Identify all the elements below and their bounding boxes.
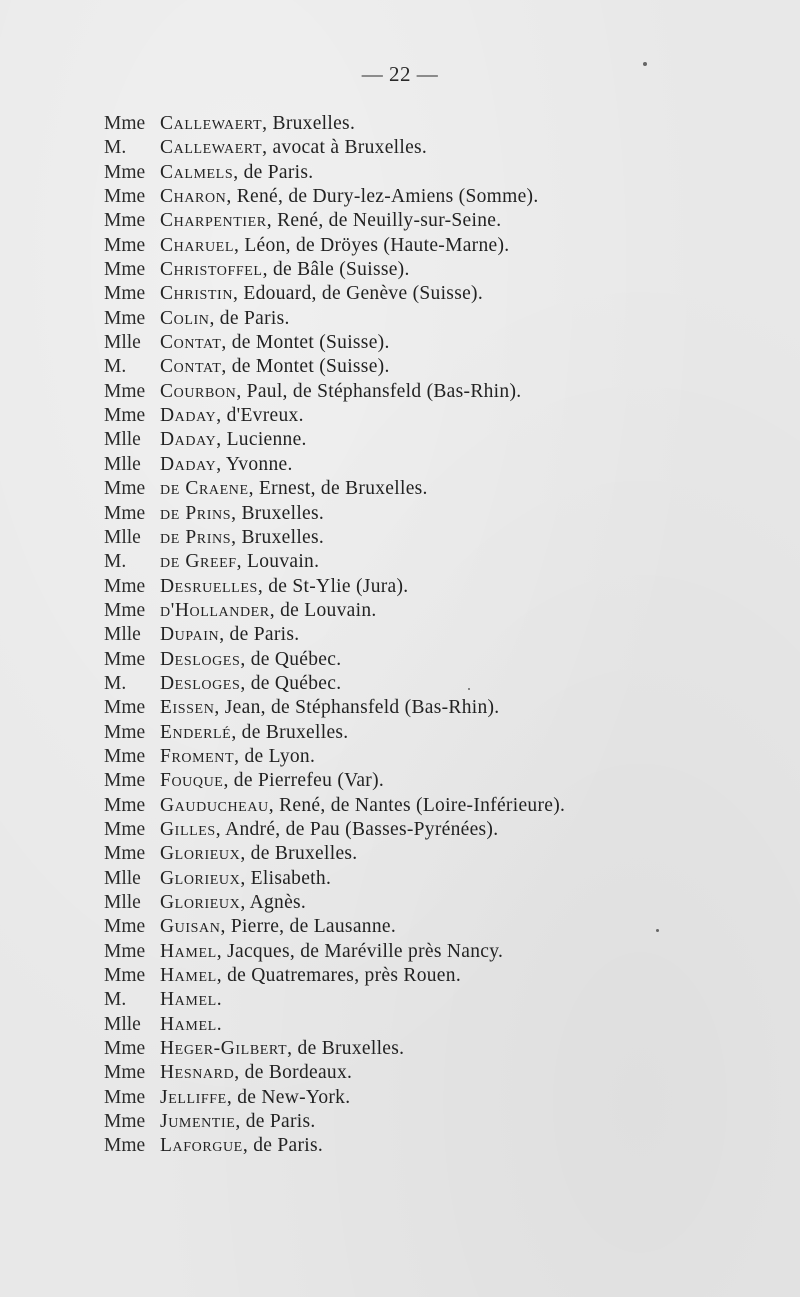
list-item — [104, 136, 760, 160]
entry-details: , Jean, de Stéphansfeld (Bas-Rhin). — [214, 697, 500, 719]
entry-title: Mme — [104, 794, 146, 816]
entry-surname: Glorieux — [160, 843, 241, 865]
entry-title: Mme — [104, 940, 146, 962]
entry-details: , Ernest, de Bruxelles. — [248, 478, 428, 500]
entry-title: Mme — [104, 770, 146, 792]
entry-surname: Fouque — [160, 770, 224, 792]
list-item — [104, 453, 760, 477]
entry-title: Mlle — [104, 526, 141, 548]
list-item — [104, 1134, 760, 1158]
entry-title: Mme — [104, 234, 146, 256]
entry-title: Mme — [104, 697, 146, 719]
list-item — [104, 355, 760, 379]
list-item — [104, 745, 760, 769]
entry-title: Mme — [104, 1086, 146, 1108]
entry-details: , de Lyon. — [234, 745, 316, 767]
list-item — [104, 1037, 760, 1061]
entry-title: Mme — [104, 380, 146, 402]
entry-surname: Dupain — [160, 624, 220, 646]
list-item — [104, 550, 760, 574]
entry-details: , Yvonne. — [216, 453, 293, 475]
entry-surname: Desloges — [160, 648, 241, 670]
entry-title: Mme — [104, 1111, 146, 1133]
entry-details: , Jacques, de Maréville près Nancy. — [216, 940, 504, 962]
entry-details: , Paul, de Stéphansfeld (Bas-Rhin). — [236, 380, 522, 402]
entry-surname: d'Hollander — [160, 599, 270, 621]
list-item — [104, 526, 760, 550]
entry-surname: Daday — [160, 405, 217, 427]
entry-surname: Christin — [160, 283, 234, 305]
entry-details: , de Bruxelles. — [240, 843, 358, 865]
entry-details: , de Bruxelles. — [231, 721, 349, 743]
entry-details: , de Montet (Suisse). — [221, 332, 390, 354]
entry-details: , de Québec. — [240, 648, 342, 670]
entry-surname: Enderlé — [160, 721, 232, 743]
entry-title: Mme — [104, 210, 146, 232]
entry-surname: Christoffel — [160, 259, 263, 281]
entry-details: , de Pierrefeu (Var). — [223, 770, 385, 792]
list-item — [104, 842, 760, 866]
entry-details: , André, de Pau (Basses-Pyrénées). — [215, 818, 499, 840]
entry-details: , René, de Nantes (Loire-Inférieure). — [268, 794, 566, 816]
entry-details: , de Bruxelles. — [287, 1038, 405, 1060]
entry-details: , Lucienne. — [216, 429, 307, 451]
list-item — [104, 331, 760, 355]
entry-title: Mme — [104, 1062, 146, 1084]
entry-details: , de Paris. — [242, 1135, 324, 1157]
entry-surname: Callewaert — [160, 137, 263, 159]
entry-title: Mme — [104, 1038, 146, 1060]
entry-surname: Hamel — [160, 940, 217, 962]
entry-surname: de Greef — [160, 551, 237, 573]
list-item — [104, 915, 760, 939]
entry-details: , Louvain. — [236, 551, 320, 573]
list-item — [104, 794, 760, 818]
entry-details: , de Quatremares, près Rouen. — [216, 965, 461, 987]
list-item — [104, 1061, 760, 1085]
entry-title: Mme — [104, 575, 146, 597]
entry-title: Mme — [104, 405, 146, 427]
list-item — [104, 185, 760, 209]
entry-title: Mme — [104, 186, 146, 208]
list-item — [104, 818, 760, 842]
entry-title: M. — [104, 989, 127, 1011]
entry-surname: Guisan — [160, 916, 221, 938]
entry-title: M. — [104, 137, 127, 159]
list-item — [104, 964, 760, 988]
entry-details: , de St-Ylie (Jura). — [257, 575, 409, 597]
entry-details: , René, de Dury-lez-Amiens (Somme). — [226, 186, 539, 208]
list-item — [104, 112, 760, 136]
entry-details: , Bruxelles. — [231, 526, 325, 548]
list-item — [104, 502, 760, 526]
entry-details: , Bruxelles. — [231, 502, 325, 524]
entry-surname: Hamel — [160, 965, 217, 987]
entry-details: , de New-York. — [226, 1086, 351, 1108]
entry-title: Mlle — [104, 624, 141, 646]
entry-surname: de Craene — [160, 478, 249, 500]
list-item — [104, 988, 760, 1012]
entry-details: , de Paris. — [209, 307, 290, 329]
list-item — [104, 696, 760, 720]
entry-title: Mlle — [104, 332, 141, 354]
entry-surname: Jumentie — [160, 1111, 236, 1133]
entry-details: , Léon, de Dröyes (Haute-Marne). — [233, 234, 510, 256]
entry-title: Mme — [104, 745, 146, 767]
entry-surname: Gauducheau — [160, 794, 269, 816]
entry-surname: Froment — [160, 745, 235, 767]
entry-details: , de Bordeaux. — [234, 1062, 353, 1084]
entry-surname: Desloges — [160, 672, 241, 694]
entry-title: Mlle — [104, 453, 141, 475]
entry-title: Mme — [104, 259, 146, 281]
list-item — [104, 769, 760, 793]
entry-surname: Hesnard — [160, 1062, 235, 1084]
entry-details: , d'Evreux. — [216, 405, 304, 427]
list-item — [104, 258, 760, 282]
list-item — [104, 599, 760, 623]
entry-title: Mme — [104, 502, 146, 524]
list-item — [104, 307, 760, 331]
list-item — [104, 1086, 760, 1110]
entry-details: , de Paris. — [235, 1111, 316, 1133]
entry-surname: Charon — [160, 186, 227, 208]
entry-details: , avocat à Bruxelles. — [262, 137, 428, 159]
entry-details: , de Bâle (Suisse). — [262, 259, 410, 281]
entry-title: Mme — [104, 283, 146, 305]
entry-surname: de Prins — [160, 526, 232, 548]
entry-surname: Contat — [160, 356, 222, 378]
entry-surname: Heger-Gilbert — [160, 1038, 288, 1060]
entry-surname: Eissen — [160, 697, 215, 719]
list-item — [104, 721, 760, 745]
entry-details: . — [216, 1013, 222, 1035]
entry-details: , Elisabeth. — [240, 867, 332, 889]
entry-title: Mme — [104, 161, 146, 183]
entry-surname: Desruelles — [160, 575, 258, 597]
entry-surname: Glorieux — [160, 892, 241, 913]
entry-details: , de Québec. — [240, 672, 342, 694]
entry-title: M. — [104, 672, 127, 694]
entry-surname: Jelliffe — [160, 1086, 227, 1108]
list-item — [104, 161, 760, 185]
entry-title: Mme — [104, 965, 146, 987]
entry-surname: Courbon — [160, 380, 237, 402]
list-item — [104, 1110, 760, 1134]
entry-title: Mlle — [104, 892, 141, 913]
entry-title: Mme — [104, 916, 146, 938]
entry-surname: Daday — [160, 453, 217, 475]
entry-details: , de Paris. — [233, 161, 314, 183]
entry-title: Mme — [104, 1135, 146, 1157]
entry-title: Mme — [104, 818, 146, 840]
entry-title: Mme — [104, 307, 146, 329]
entry-title: Mme — [104, 843, 146, 865]
entry-title: Mme — [104, 648, 146, 670]
list-item — [104, 648, 760, 672]
list-item — [104, 623, 760, 647]
entry-surname: Laforgue — [160, 1135, 243, 1157]
list-item — [104, 891, 760, 915]
list-item — [104, 282, 760, 306]
entry-title: Mme — [104, 478, 146, 500]
entry-details: , Edouard, de Genève (Suisse). — [233, 283, 484, 305]
entry-title: M. — [104, 356, 127, 378]
entry-surname: Charpentier — [160, 210, 267, 232]
list-item — [104, 477, 760, 501]
list-item — [104, 940, 760, 964]
entry-title: M. — [104, 551, 127, 573]
paper-speck — [656, 929, 659, 932]
entry-surname: Daday — [160, 429, 217, 451]
list-item — [104, 234, 760, 258]
entry-title: Mlle — [104, 867, 141, 889]
list-item — [104, 209, 760, 233]
entry-surname: Colin — [160, 307, 210, 329]
entry-details: , de Paris. — [219, 624, 300, 646]
attendee-list — [104, 112, 760, 1159]
list-item — [104, 867, 760, 891]
entry-details: , Agnès. — [240, 892, 307, 913]
entry-title: Mme — [104, 721, 146, 743]
entry-details: , Pierre, de Lausanne. — [220, 916, 396, 938]
entry-surname: Callewaert — [160, 113, 263, 134]
paper-speck — [468, 688, 470, 690]
entry-surname: Gilles — [160, 818, 216, 840]
list-item — [104, 575, 760, 599]
entry-surname: Contat — [160, 332, 222, 354]
entry-details: . — [216, 989, 222, 1011]
entry-title: Mlle — [104, 429, 141, 451]
list-item — [104, 672, 760, 696]
entry-details: , Bruxelles. — [262, 113, 356, 134]
entry-title: Mme — [104, 599, 146, 621]
list-item — [104, 1013, 760, 1037]
entry-surname: Hamel — [160, 1013, 217, 1035]
entry-details: , de Montet (Suisse). — [221, 356, 390, 378]
list-item — [104, 428, 760, 452]
page-number: — 22 — — [361, 62, 439, 86]
entry-details: , René, de Neuilly-sur-Seine. — [266, 210, 502, 232]
paper-speck — [643, 62, 647, 66]
entry-title: Mme — [104, 113, 146, 134]
entry-surname: Hamel — [160, 989, 217, 1011]
list-item — [104, 404, 760, 428]
entry-surname: Charuel — [160, 234, 234, 256]
entry-title: Mlle — [104, 1013, 141, 1035]
entry-details: , de Louvain. — [269, 599, 377, 621]
entry-surname: Glorieux — [160, 867, 241, 889]
entry-surname: Calmels — [160, 161, 234, 183]
entry-surname: de Prins — [160, 502, 232, 524]
list-item — [104, 380, 760, 404]
